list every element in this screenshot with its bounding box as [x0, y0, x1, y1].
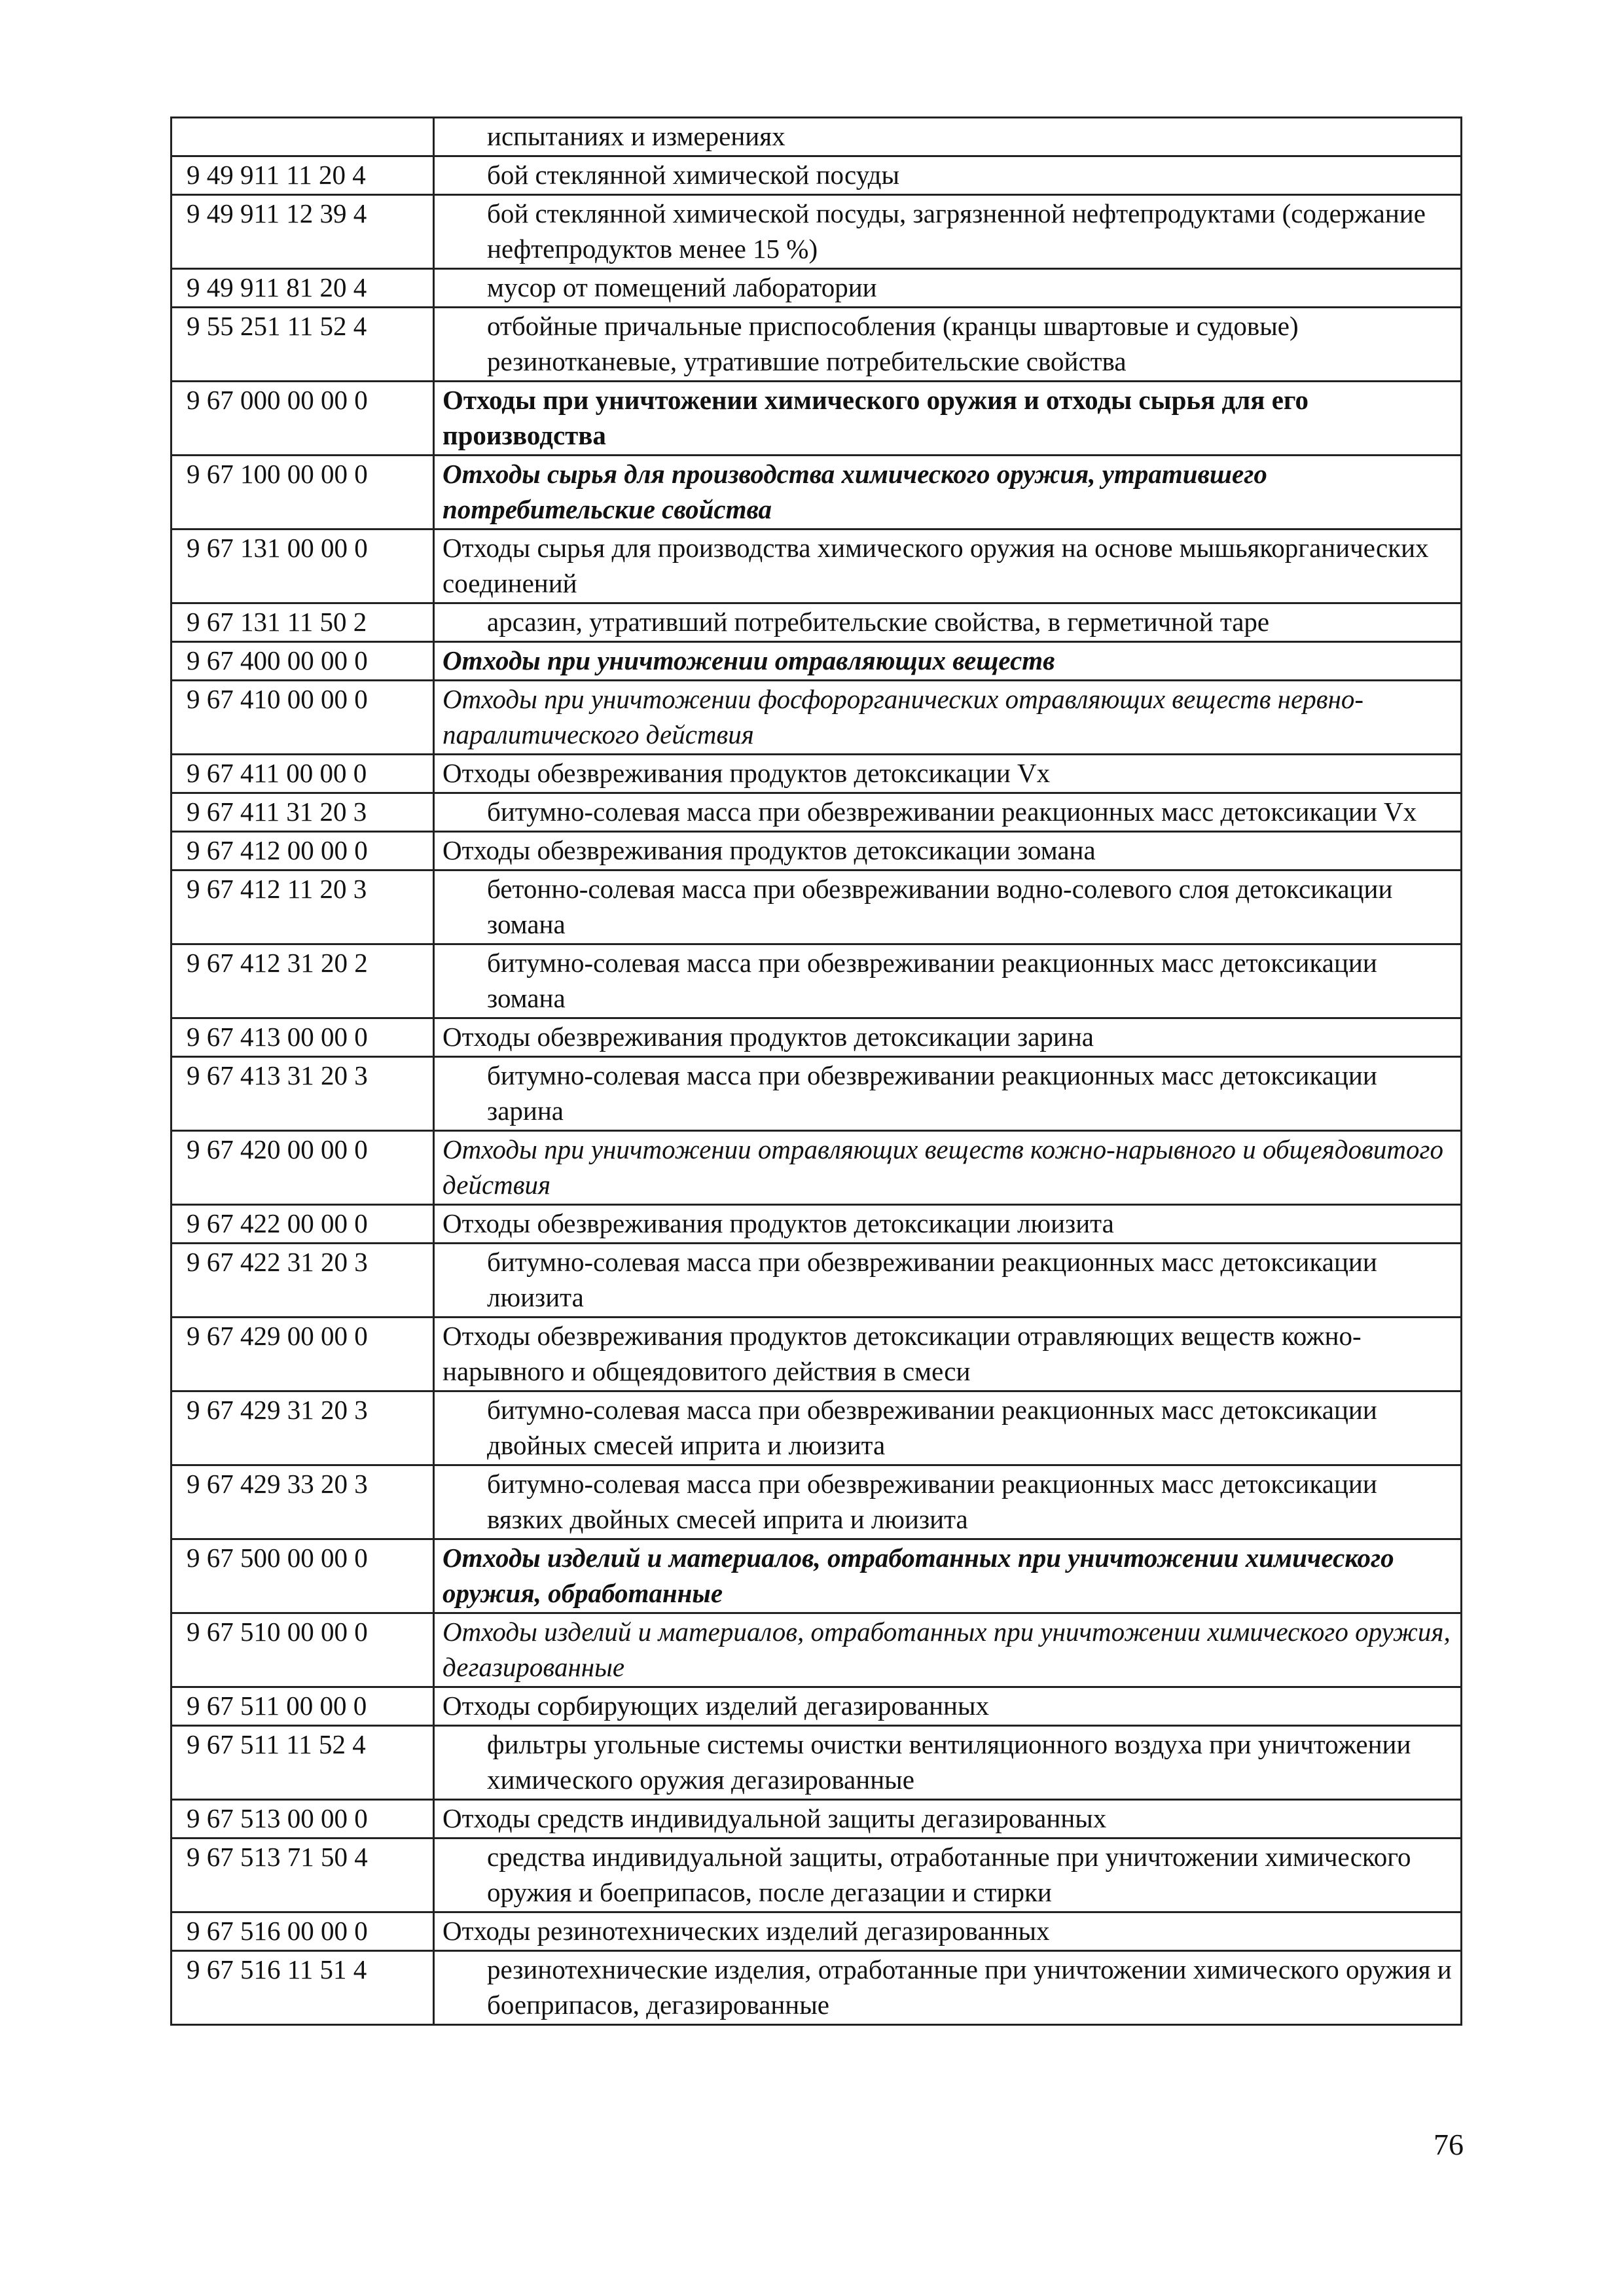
waste-description-cell: Отходы сырья для производства химического оружия на основе мышьякорганических соединений [434, 529, 1462, 603]
table-row [171, 1391, 1462, 1465]
waste-description-cell: Отходы обезвреживания продуктов детоксикации зарина [434, 1018, 1462, 1057]
table-row [171, 1131, 1462, 1205]
table-row [171, 1726, 1462, 1800]
table-row [171, 755, 1462, 793]
table-row [171, 118, 1462, 156]
waste-code-cell: 9 67 412 00 00 0 [171, 832, 434, 870]
waste-code-cell: 9 67 000 00 00 0 [171, 382, 434, 456]
table-row [171, 382, 1462, 456]
table-row [171, 456, 1462, 529]
table-row [171, 1018, 1462, 1057]
waste-code-cell: 9 67 400 00 00 0 [171, 642, 434, 681]
waste-description-cell: Отходы изделий и материалов, отработанных при уничтожении химического оружия, обработанные [434, 1539, 1462, 1613]
waste-description-cell: Отходы при уничтожении отравляющих веществ [434, 642, 1462, 681]
table-row [171, 1800, 1462, 1839]
waste-description-cell: бетонно-солевая масса при обезвреживании водно-солевого слоя детоксикации зомана [434, 870, 1462, 944]
waste-code-cell: 9 67 429 31 20 3 [171, 1391, 434, 1465]
waste-description-cell: Отходы обезвреживания продуктов детоксикации отравляющих веществ кожно-нарывного и общеядовитого действия в смеси [434, 1318, 1462, 1391]
waste-code-cell: 9 67 516 11 51 4 [171, 1951, 434, 2025]
waste-code-cell: 9 67 422 00 00 0 [171, 1205, 434, 1244]
waste-code-cell: 9 67 410 00 00 0 [171, 681, 434, 755]
waste-description-cell: Отходы при уничтожении фосфорорганических отравляющих веществ нервно-паралитического действия [434, 681, 1462, 755]
table-row [171, 1687, 1462, 1726]
waste-code-cell: 9 67 412 11 20 3 [171, 870, 434, 944]
waste-description-cell: битумно-солевая масса при обезвреживании реакционных масс детоксикации двойных смесей иприта и люизита [434, 1391, 1462, 1465]
waste-code-cell: 9 67 511 00 00 0 [171, 1687, 434, 1726]
waste-description-cell: бой стеклянной химической посуды [434, 156, 1462, 195]
table-row [171, 603, 1462, 642]
waste-description-cell: битумно-солевая масса при обезвреживании реакционных масс детоксикации зомана [434, 944, 1462, 1018]
table-row [171, 1465, 1462, 1539]
waste-code-cell: 9 67 413 31 20 3 [171, 1057, 434, 1131]
waste-description-cell: бой стеклянной химической посуды, загрязненной нефтепродуктами (содержание нефтепродуктов менее 15 %) [434, 195, 1462, 269]
table-row [171, 269, 1462, 308]
waste-code-cell [171, 118, 434, 156]
waste-description-cell: отбойные причальные приспособления (кранцы швартовые и судовые) резинотканевые, утратившие потребительские свойства [434, 308, 1462, 382]
waste-description-cell: испытаниях и измерениях [434, 118, 1462, 156]
waste-code-cell: 9 67 513 71 50 4 [171, 1839, 434, 1912]
table-row [171, 642, 1462, 681]
table-row [171, 1539, 1462, 1613]
table-row [171, 529, 1462, 603]
waste-code-cell: 9 67 510 00 00 0 [171, 1613, 434, 1687]
waste-code-cell: 9 67 513 00 00 0 [171, 1800, 434, 1839]
waste-code-cell: 9 49 911 81 20 4 [171, 269, 434, 308]
waste-description-cell: Отходы при уничтожении химического оружия и отходы сырья для его производства [434, 382, 1462, 456]
table-row [171, 1912, 1462, 1951]
waste-code-cell: 9 67 131 11 50 2 [171, 603, 434, 642]
waste-code-cell: 9 67 131 00 00 0 [171, 529, 434, 603]
waste-code-cell: 9 67 420 00 00 0 [171, 1131, 434, 1205]
waste-code-cell: 9 67 429 33 20 3 [171, 1465, 434, 1539]
waste-description-cell: средства индивидуальной защиты, отработанные при уничтожении химического оружия и боеприпасов, после дегазации и стирки [434, 1839, 1462, 1912]
waste-description-cell: Отходы при уничтожении отравляющих веществ кожно-нарывного и общеядовитого действия [434, 1131, 1462, 1205]
waste-code-cell: 9 67 511 11 52 4 [171, 1726, 434, 1800]
waste-description-cell: мусор от помещений лаборатории [434, 269, 1462, 308]
table-row [171, 1244, 1462, 1318]
waste-code-cell: 9 67 413 00 00 0 [171, 1018, 434, 1057]
table-row [171, 944, 1462, 1018]
waste-description-cell: Отходы сорбирующих изделий дегазированных [434, 1687, 1462, 1726]
waste-description-cell: Отходы средств индивидуальной защиты дегазированных [434, 1800, 1462, 1839]
waste-description-cell: Отходы сырья для производства химического оружия, утратившего потребительские свойства [434, 456, 1462, 529]
waste-code-cell: 9 67 411 00 00 0 [171, 755, 434, 793]
table-row [171, 195, 1462, 269]
table-row [171, 1205, 1462, 1244]
table-row [171, 156, 1462, 195]
table-row [171, 1057, 1462, 1131]
waste-code-cell: 9 67 100 00 00 0 [171, 456, 434, 529]
waste-description-cell: битумно-солевая масса при обезвреживании реакционных масс детоксикации зарина [434, 1057, 1462, 1131]
waste-code-cell: 9 49 911 12 39 4 [171, 195, 434, 269]
waste-description-cell: битумно-солевая масса при обезвреживании реакционных масс детоксикации Vx [434, 793, 1462, 832]
waste-code-cell: 9 55 251 11 52 4 [171, 308, 434, 382]
waste-description-cell: арсазин, утративший потребительские свойства, в герметичной таре [434, 603, 1462, 642]
waste-description-cell: фильтры угольные системы очистки вентиляционного воздуха при уничтожении химического оружия дегазированные [434, 1726, 1462, 1800]
page-number: 76 [1434, 2128, 1464, 2161]
table-row [171, 681, 1462, 755]
waste-code-cell: 9 67 412 31 20 2 [171, 944, 434, 1018]
waste-description-cell: Отходы обезвреживания продуктов детоксикации зомана [434, 832, 1462, 870]
waste-classification-table [170, 117, 1462, 2026]
waste-description-cell: битумно-солевая масса при обезвреживании реакционных масс детоксикации люизита [434, 1244, 1462, 1318]
table-row [171, 1613, 1462, 1687]
waste-description-cell: Отходы обезвреживания продуктов детоксикации Vx [434, 755, 1462, 793]
waste-description-cell: битумно-солевая масса при обезвреживании реакционных масс детоксикации вязких двойных смесей иприта и люизита [434, 1465, 1462, 1539]
table-row [171, 832, 1462, 870]
table-row [171, 793, 1462, 832]
waste-code-cell: 9 67 500 00 00 0 [171, 1539, 434, 1613]
waste-description-cell: Отходы изделий и материалов, отработанных при уничтожении химического оружия, дегазированные [434, 1613, 1462, 1687]
waste-code-cell: 9 49 911 11 20 4 [171, 156, 434, 195]
waste-code-cell: 9 67 516 00 00 0 [171, 1912, 434, 1951]
table-row [171, 1951, 1462, 2025]
waste-code-cell: 9 67 422 31 20 3 [171, 1244, 434, 1318]
table-row [171, 1839, 1462, 1912]
waste-description-cell: Отходы резинотехнических изделий дегазированных [434, 1912, 1462, 1951]
waste-code-cell: 9 67 411 31 20 3 [171, 793, 434, 832]
waste-description-cell: Отходы обезвреживания продуктов детоксикации люизита [434, 1205, 1462, 1244]
waste-description-cell: резинотехнические изделия, отработанные при уничтожении химического оружия и боеприпасов, дегазированные [434, 1951, 1462, 2025]
table-row [171, 308, 1462, 382]
table-body [171, 118, 1462, 2025]
table-row [171, 1318, 1462, 1391]
table-row [171, 870, 1462, 944]
waste-code-cell: 9 67 429 00 00 0 [171, 1318, 434, 1391]
